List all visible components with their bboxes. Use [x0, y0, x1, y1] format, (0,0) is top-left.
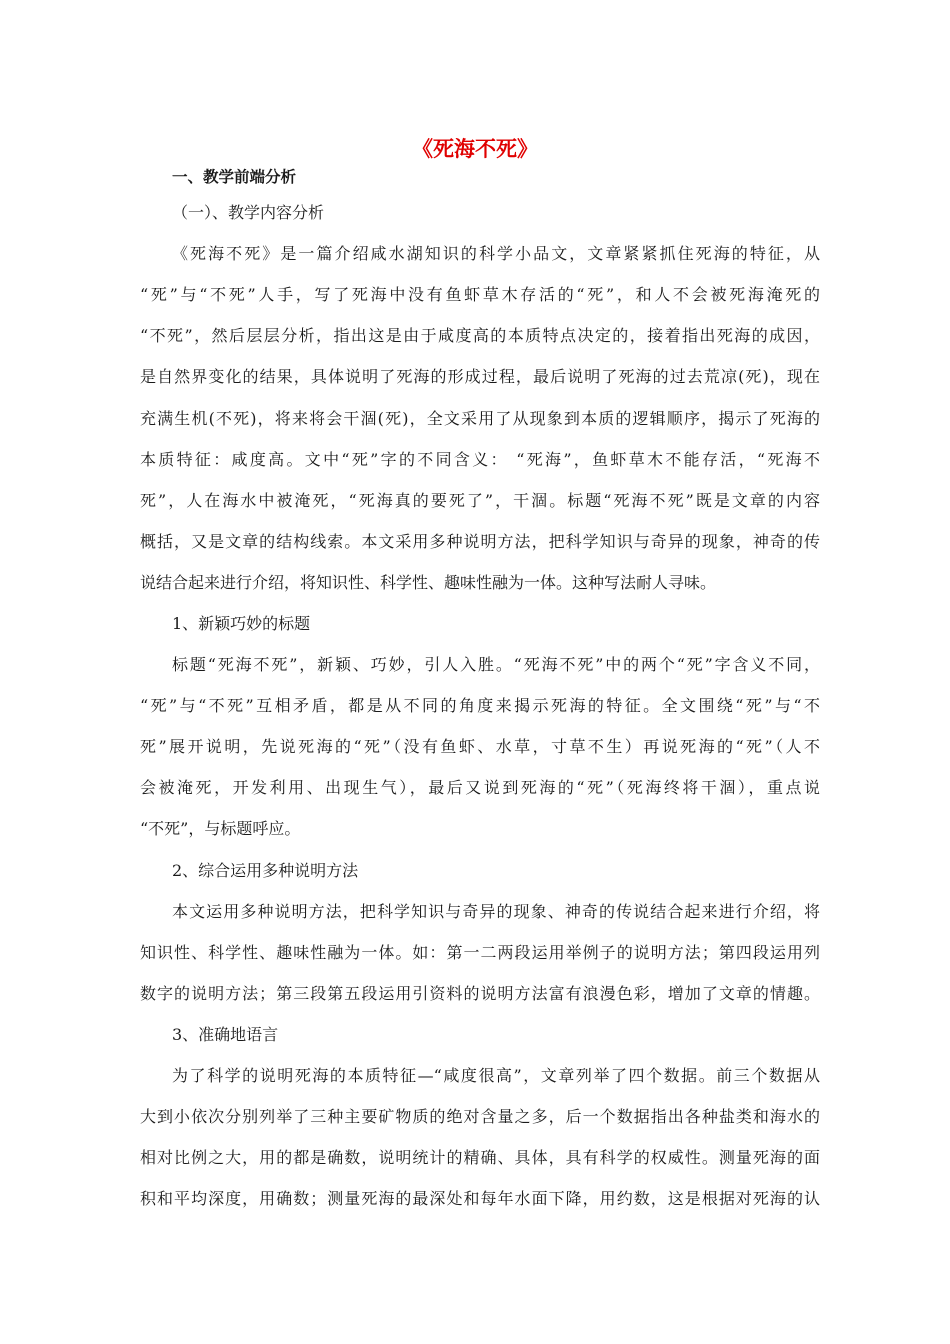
- paragraph-line-text: 会被淹死，开发利用、出现生气），最后又说到死海的“死”（死海终将干涸），重点说: [140, 778, 820, 798]
- document-body: [140, 162, 820, 1219]
- paragraph-line-text: 2、综合运用多种说明方法: [172, 860, 359, 880]
- paragraph-line-text: 《死海不死》是一篇介绍咸水湖知识的科学小品文，文章紧紧抓住死海的特征，从: [172, 244, 820, 264]
- paragraph-line: [140, 808, 820, 849]
- paragraph-line: [140, 480, 820, 521]
- paragraph-line-text: 相对比例之大，用的都是确数，说明统计的精确、具体，具有科学的权威性。测量死海的面: [140, 1148, 820, 1168]
- paragraph-line-text: 本质特征：咸度高。文中“死”字的不同含义： “死海”，鱼虾草木不能存活，“死海不: [140, 449, 820, 469]
- paragraph-line: [140, 521, 820, 562]
- paragraph-line: [140, 274, 820, 315]
- paragraph-line-text: 3、准确地语言: [172, 1024, 279, 1044]
- paragraph-line-text: “不死”，与标题呼应。: [140, 819, 301, 839]
- paragraph-line: [140, 932, 820, 973]
- paragraph-line: [140, 315, 820, 356]
- paragraph-line-text: 标题“死海不死”，新颖、巧妙，引人入胜。“死海不死”中的两个“死”字含义不同，: [172, 655, 820, 675]
- paragraph-line: [140, 1014, 820, 1055]
- paragraph-line-text: 本文运用多种说明方法，把科学知识与奇异的现象、神奇的传说结合起来进行介绍，将: [172, 901, 820, 921]
- section-heading: [140, 162, 820, 192]
- paragraph-line-text: 大到小依次分别列举了三种主要矿物质的绝对含量之多，后一个数据指出各种盐类和海水的: [140, 1107, 820, 1127]
- paragraph-line: [140, 439, 820, 480]
- paragraph-line: [140, 1096, 820, 1137]
- paragraph-line: [140, 973, 820, 1014]
- paragraph-line: [140, 562, 820, 603]
- paragraph-line-text: 是自然界变化的结果，具体说明了死海的形成过程，最后说明了死海的过去荒凉(死)，现在: [140, 367, 820, 387]
- paragraph-line-text: 充满生机(不死)，将来将会干涸(死)，全文采用了从现象到本质的逻辑顺序，揭示了死海的: [140, 408, 820, 428]
- section-heading-text: 一、教学前端分析: [172, 167, 297, 186]
- paragraph-line: [140, 1178, 820, 1219]
- paragraph-line: [140, 603, 820, 644]
- paragraph-line: [140, 356, 820, 397]
- paragraph-line-text: （一）、教学内容分析: [172, 203, 325, 223]
- paragraph-line-text: 死”，人在海水中被淹死，“死海真的要死了”，干涸。标题“死海不死”既是文章的内容: [140, 490, 820, 510]
- paragraph-line-text: 知识性、科学性、趣味性融为一体。如：第一二两段运用举例子的说明方法；第四段运用列: [140, 942, 820, 962]
- paragraph-line: [140, 1137, 820, 1178]
- document-title: 《死海不死》: [412, 136, 538, 161]
- paragraph-line-text: “不死”，然后层层分析，指出这是由于咸度高的本质特点决定的，接着指出死海的成因，: [140, 326, 820, 346]
- paragraph-line-text: 1、新颖巧妙的标题: [172, 613, 311, 633]
- paragraph-line: [140, 850, 820, 891]
- paragraph-line-text: 说结合起来进行介绍，将知识性、科学性、趣味性融为一体。这种写法耐人寻味。: [140, 572, 717, 592]
- paragraph-line: [140, 192, 820, 233]
- paragraph-line-text: 为了科学的说明死海的本质特征—“咸度很高”，文章列举了四个数据。前三个数据从: [172, 1066, 820, 1086]
- paragraph-line-text: “死”与“不死”互相矛盾，都是从不同的角度来揭示死海的特征。全文围绕“死”与“不: [140, 696, 820, 716]
- paragraph-line-text: 积和平均深度，用确数；测量死海的最深处和每年水面下降，用约数，这是根据对死海的认: [140, 1189, 820, 1209]
- paragraph-line-text: “死”与“不死”人手，写了死海中没有鱼虾草木存活的“死”，和人不会被死海淹死的: [140, 285, 820, 305]
- paragraph-line: [140, 685, 820, 726]
- paragraph-line-text: 数字的说明方法；第三段第五段运用引资料的说明方法富有浪漫色彩，增加了文章的情趣。: [140, 983, 820, 1003]
- paragraph-line: [140, 233, 820, 274]
- paragraph-line-text: 概括，又是文章的结构线索。本文采用多种说明方法，把科学知识与奇异的现象，神奇的传: [140, 531, 820, 551]
- paragraph-line: [140, 891, 820, 932]
- paragraph-line: [140, 767, 820, 808]
- paragraph-line: [140, 397, 820, 438]
- paragraph-line: [140, 644, 820, 685]
- paragraph-line-text: 死”展开说明，先说死海的“死”（没有鱼虾、水草，寸草不生）再说死海的“死”（人不: [140, 737, 820, 757]
- paragraph-line: [140, 726, 820, 767]
- paragraph-line: [140, 1055, 820, 1096]
